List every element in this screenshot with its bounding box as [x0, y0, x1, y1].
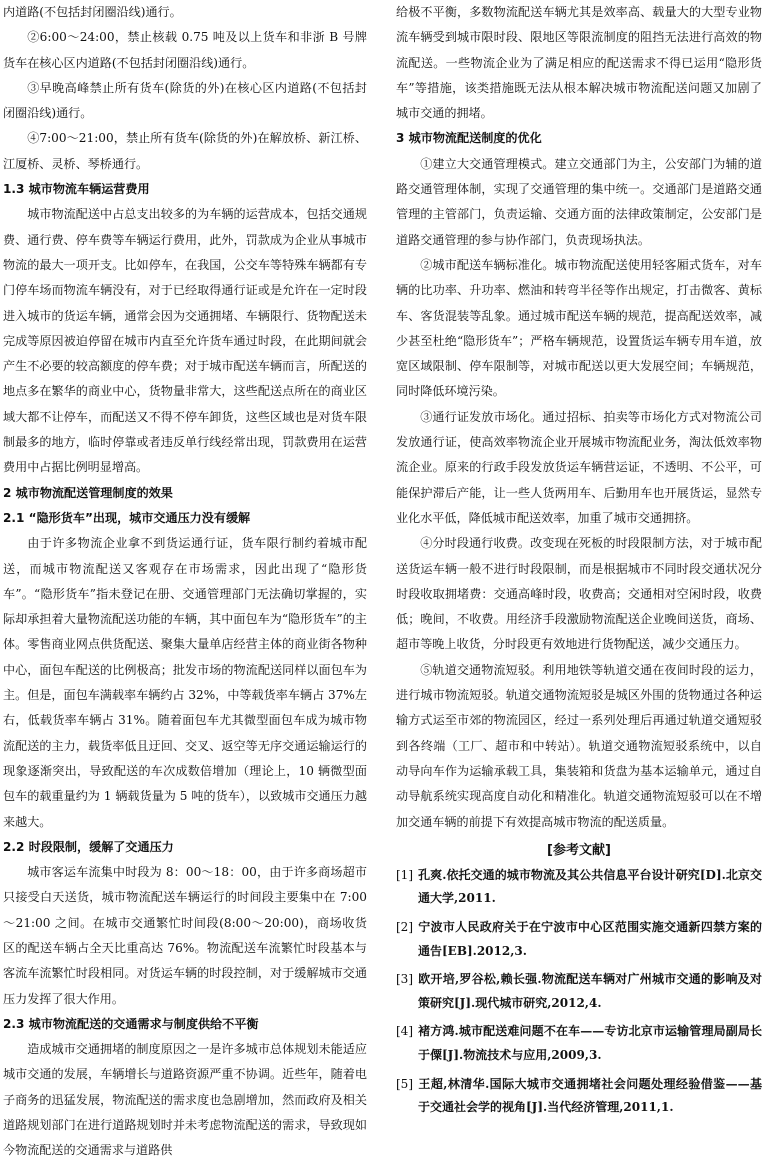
- reference-text: 宁波市人民政府关于在宁波市中心区范围实施交通新四禁方案的通告[EB].2012,3.: [418, 919, 762, 958]
- left-column: [3, 0, 367, 1164]
- body-paragraph: 内道路(不包括封闭圈沿线)通行。: [3, 5, 182, 19]
- references-list: [396, 864, 762, 1120]
- reference-item: [396, 968, 762, 1015]
- reference-number: [2]: [396, 919, 413, 934]
- reference-item: [396, 916, 762, 963]
- reference-item: [396, 1073, 762, 1120]
- reference-number: [4]: [396, 1024, 413, 1039]
- body-paragraph: 造成城市交通拥堵的制度原因之一是许多城市总体规划未能适应城市交通的发展，车辆增长与道路资源严重不协调。近些年，随着电子商务的迅猛发展，物流配送的需求度也急剧增加，然而政府及相关道路规划部门在进行道路规划时并未考虑物流配送的需求，导致现如今物流配送的交通需求与道路供: [3, 1042, 367, 1158]
- body-heading: 3 城市物流配送制度的优化: [396, 131, 542, 146]
- right-column-body: [396, 0, 762, 835]
- reference-text: 王超,林清华.国际大城市交通拥堵社会问题处理经验借鉴——基于交通社会学的视角[J].当代经济管理,2011,1.: [418, 1076, 762, 1115]
- references-title: [参考文献]: [547, 842, 611, 858]
- body-paragraph: ②城市配送车辆标准化。城市物流配送使用轻客厢式货车，对车辆的比功率、升功率、燃油和转弯半径等作出规定，打击微客、黄标车、客货混装等乱象。通过城市配送车辆的规范，提高配送效率，减少甚至杜绝“隐形货车”；严格车辆规范，设置货运车辆专用车道，放宽区域限制、停车限制等，对城市配送以更大发展空间；车辆规范，同时降低环境污染。: [396, 257, 762, 399]
- body-heading: 2 城市物流配送管理制度的效果: [3, 485, 173, 500]
- body-heading: 2.2 时段限制，缓解了交通压力: [3, 839, 174, 854]
- reference-number: [1]: [396, 867, 413, 882]
- body-paragraph: 城市物流配送中占总支出较多的为车辆的运营成本，包括交通规费、通行费、停车费等车辆运行费用，此外，罚款成为企业从事城市物流的最大一项开支。比如停车，在我国，公交车等特殊车辆都有专门停车场而物流车辆没有，对于已经取得通行证或是允许在一定时段进入城市的货运车辆，通常会因为交通拥堵、车辆限行、货物配送未完成等原因被迫停留在城市内直至允许货车通过时段，在此期间就会产生不必要的较高额度的停车费；对于城市配送车辆而言，所配送的地点多在繁华的商业中心，货物量非常大，这些配送点所在的商业区域大都不让停车，而配送又不得不停车卸货，这些区域也是对货车限制最多的地方，临时停靠或者违反单行线经常出现，罚款费用在运营费用中占据比例明显增高。: [3, 207, 367, 475]
- body-paragraph: ②6:00～24:00，禁止核载 0.75 吨及以上货车和非浙 B 号牌货车在核心区内道路(不包括封闭圈沿线)通行。: [3, 30, 367, 70]
- reference-number: [5]: [396, 1076, 413, 1091]
- reference-item: [396, 1020, 762, 1067]
- body-paragraph: 由于许多物流企业拿不到货运通行证，货车限行制约着城市配送，而城市物流配送又客观存在市场需求，因此出现了“隐形货车”。“隐形货车”指未登记在册、交通管理部门无法确切掌握的，实际却承担着大量物流配送功能的车辆，其中面包车为“隐形货车”的主体。零售商业网点供货配送、聚集大量单店经营主体的商业街各物种中心，面包车配送的比例极高；批发市场的物流配送同样以面包车为主。但是，面包车满载率车辆约占 32%，中等载货率车辆占 37%左右，低载货率车辆占 31%。随着面包车尤其微型面包车成为城市物流配送的主力，载货率低且迂回、交叉、返空等无序交通运输运行的现象逐渐突出，导致配送的车次成数倍增加（理论上，10 辆微型面包车的载重量约为 1 辆载货量为 5 吨的货车），以致城市交通压力越来越大。: [3, 536, 367, 829]
- body-heading: 2.3 城市物流配送的交通需求与制度供给不平衡: [3, 1016, 259, 1031]
- body-paragraph: ③早晚高峰禁止所有货车(除货的外)在核心区内道路(不包括封闭圈沿线)通行。: [3, 80, 367, 121]
- body-paragraph: ④分时段通行收费。改变现在死板的时段限制方法，对于城市配送货运车辆一般不进行时段限制，而是根据城市不同时段交通状况分时段收取拥堵费：交通高峰时段，收费高；交通相对空闲时段，收费低；晚间，不收费。用经济手段激励物流配送企业晚间送货，商场、超市等晚上收货，分时段更有效地进行货物配送，减少交通压力。: [396, 536, 762, 652]
- body-paragraph: ④7:00～21:00，禁止所有货车(除货的外)在解放桥、新江桥、江厦桥、灵桥、琴桥通行。: [3, 131, 367, 171]
- right-column: [396, 0, 762, 1125]
- reference-number: [3]: [396, 972, 413, 987]
- reference-text: 欧开培,罗谷松,赖长强.物流配送车辆对广州城市交通的影响及对策研究[J].现代城市研究,2012,4.: [418, 972, 762, 1010]
- body-paragraph: ①建立大交通管理模式。建立交通部门为主，公安部门为辅的道路交通管理体制，实现了交通管理的集中统一。交通部门是道路交通管理的主管部门，负责运输、交通方面的法律政策制定，公安部门是道路交通管理的参与协作部门，负责现场执法。: [396, 156, 762, 247]
- body-heading: 1.3 城市物流车辆运营费用: [3, 182, 150, 197]
- reference-text: 孔爽.依托交通的城市物流及其公共信息平台设计研究[D].北京交通大学,2011.: [418, 867, 762, 906]
- body-paragraph: 城市客运车流集中时段为 8：00～18：00，由于许多商场超市只接受白天送货，城市物流配送车辆运行的时间段主要集中在 7:00～21:00 之间。在城市交通繁忙时间段(8:00～20:00)，商场收货区的配送车辆占全天比重高达 76%。物流配送车流繁忙时段基本与客流车流繁忙时段相同。对货运车辆的时段控制，对于缓解城市交通压力发挥了很大作用。: [3, 865, 367, 1006]
- reference-item: [396, 864, 762, 911]
- body-paragraph: ③通行证发放市场化。通过招标、拍卖等市场化方式对物流公司发放通行证，使高效率物流企业开展城市物流配业务，淘汰低效率物流企业。原来的行政手段发放货运车辆营运证，不透明、不公平，可能保护滞后产能，让一些人货两用车、后勤用车也开展货运，显然专业化水平低，降低城市配送效率，加重了城市交通拥挤。: [396, 409, 762, 525]
- body-heading: 2.1 “隐形货车”出现，城市交通压力没有缓解: [3, 510, 251, 525]
- body-paragraph: ⑤轨道交通物流短驳。利用地铁等轨道交通在夜间时段的运力，进行城市物流短驳。轨道交通物流短驳是城区外围的货物通过各种运输方式运至市郊的物流园区，经过一系列处理后再通过轨道交通短驳到各终端（工厂、超市和中转站）。轨道交通物流短驳系统中，以自动导向车作为运输承载工具，集装箱和货盘为基本运输单元，通过自动导航系统实现高度自动化和精准化。轨道交通物流短驳可以在不增加交通车辆的前提下有效提高城市物流的配送质量。: [396, 662, 762, 829]
- reference-text: 褚方鸿.城市配送难问题不在车——专访北京市运输管理局副局长于僳[J].物流技术与应用,2009,3.: [418, 1024, 762, 1062]
- body-paragraph: 给极不平衡，多数物流配送车辆尤其是效率高、载量大的大型专业物流车辆受到城市限时段、限地区等限流制度的阻挡无法进行高效的物流配送。一些物流企业为了满足相应的配送需求不得已运用“隐形货车”等措施，该类措施既无法从根本解决城市物流配送问题又加剧了城市交通的拥堵。: [396, 5, 762, 121]
